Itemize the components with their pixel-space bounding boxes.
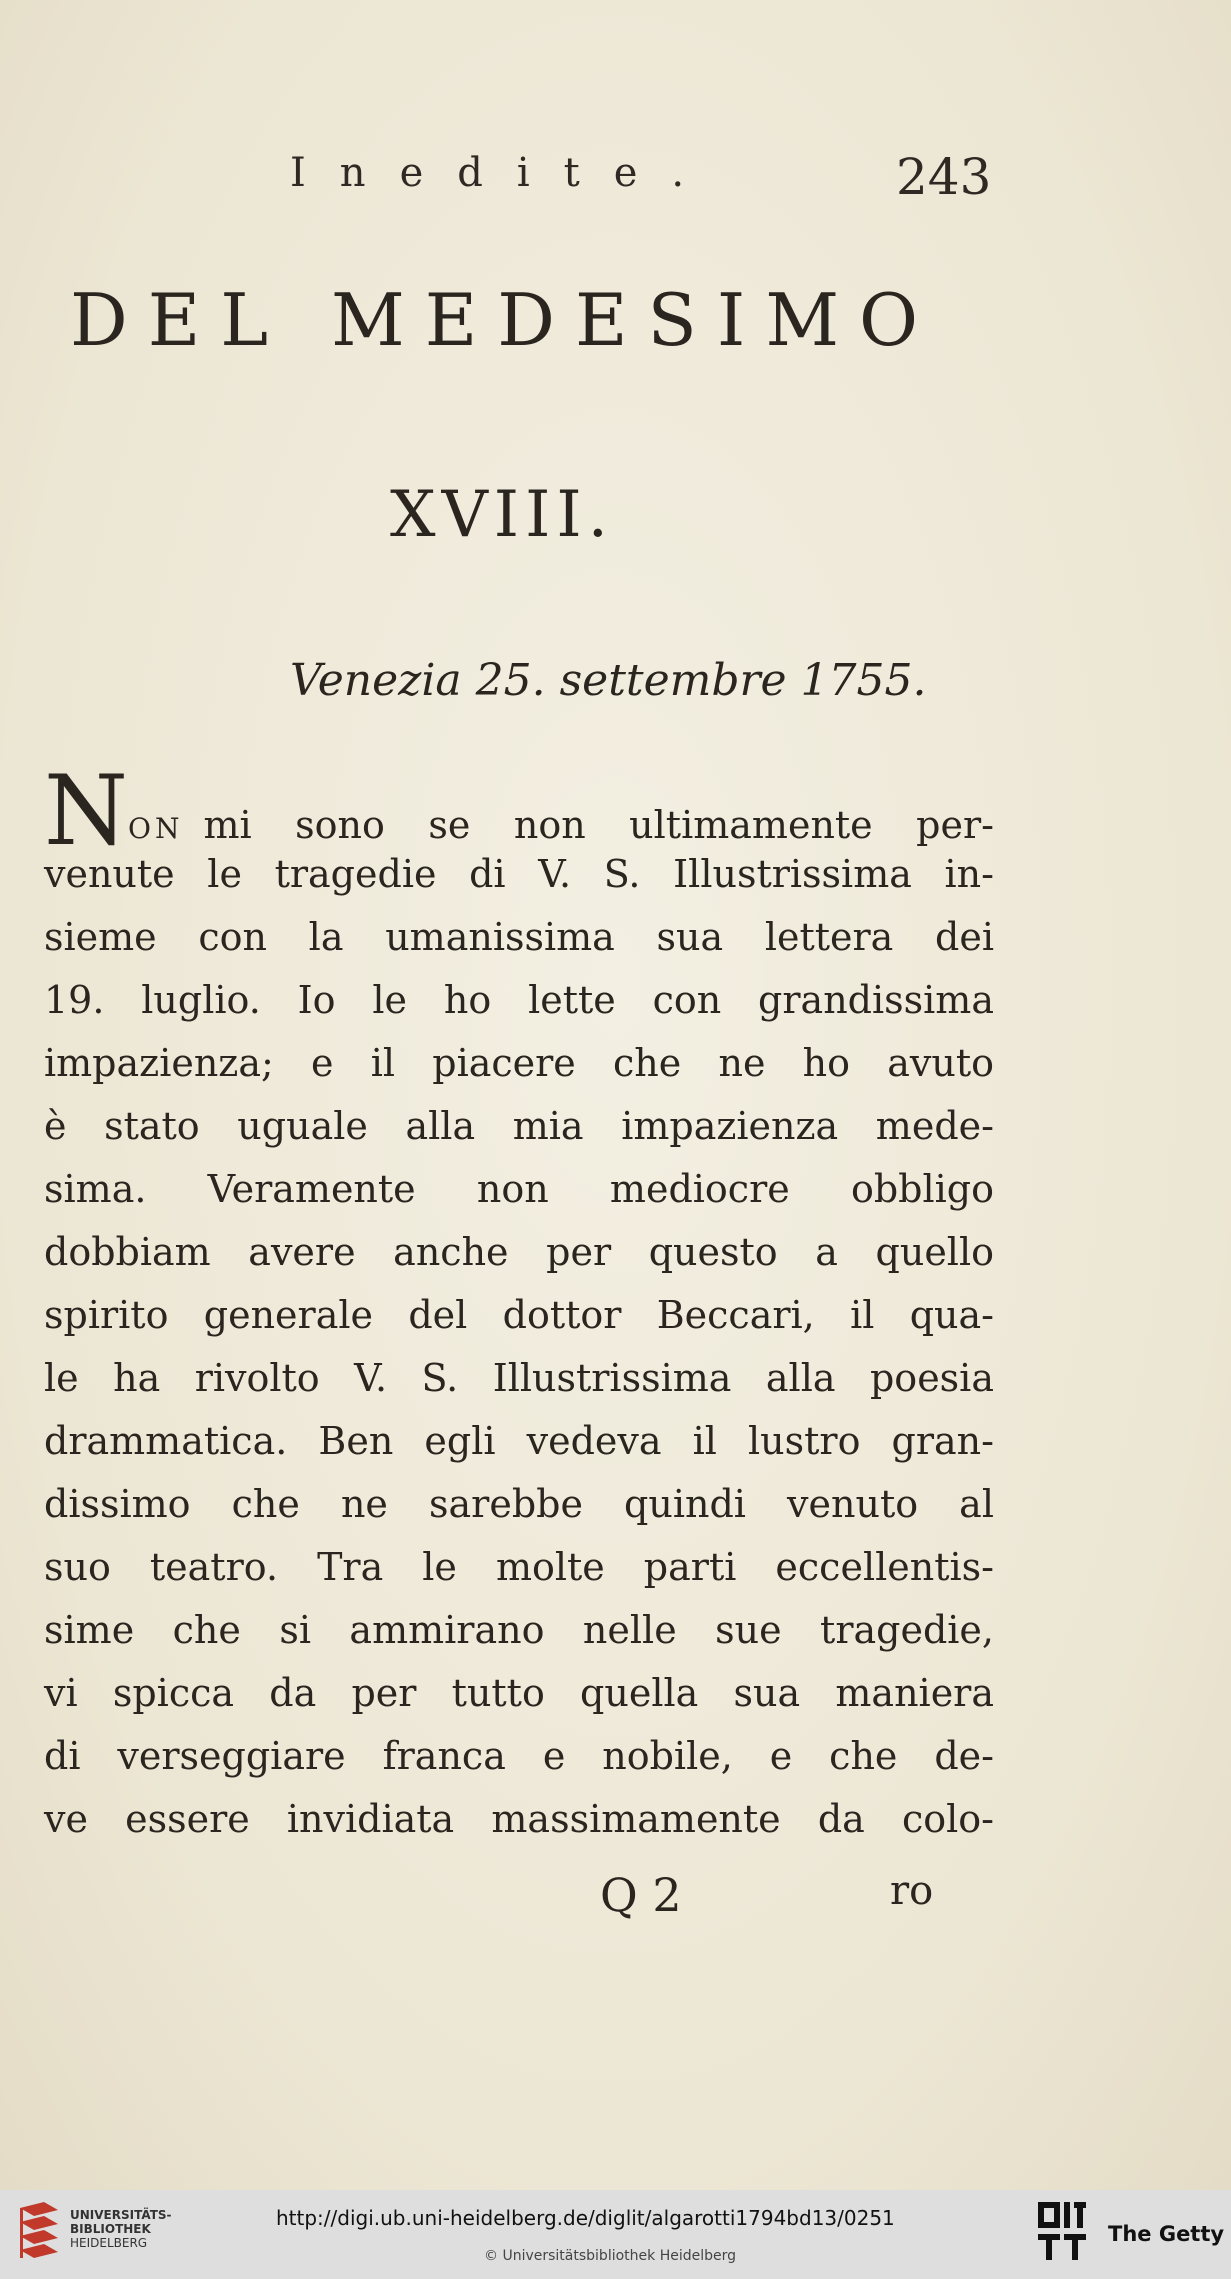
body-line [44, 755, 994, 867]
body-line: ve essere invidiata massimamente da colo- [44, 1797, 994, 1841]
copyright-notice: © Universitätsbibliothek Heidelberg [484, 2248, 737, 2264]
page-number: 243 [896, 148, 992, 206]
body-line: è stato uguale alla mia impazienza mede- [44, 1104, 994, 1148]
getty-logo-icon [1036, 2200, 1088, 2262]
body-line: sieme con la umanissima sua lettera dei [44, 915, 994, 959]
body-line: di verseggiare franca e nobile, e che de- [44, 1734, 994, 1778]
body-line: dissimo che ne sarebbe quindi venuto al [44, 1482, 994, 1526]
body-line: impazienza; e il piacere che ne ho avuto [44, 1041, 994, 1085]
body-line-text: mi sono se non ultimamente per- [203, 803, 994, 847]
body-line: suo teatro. Tra le molte parti eccellentis- [44, 1545, 994, 1589]
viewer-footer [0, 2190, 1231, 2279]
body-line: spirito generale del dottor Beccari, il qua- [44, 1293, 994, 1337]
letter-body [44, 755, 994, 1851]
signature-mark: Q 2 [600, 1868, 682, 1922]
section-title: DEL MEDESIMO [70, 278, 939, 362]
body-line: venute le tragedie di V. S. Illustrissima in- [44, 852, 994, 896]
body-line: sima. Veramente non mediocre obbligo [44, 1167, 994, 1211]
catchword: ro [890, 1868, 934, 1914]
body-line: 19. luglio. Io le ho lette con grandissima [44, 978, 994, 1022]
body-line: drammatica. Ben egli vedeva il lustro gran- [44, 1419, 994, 1463]
body-line: le ha rivolto V. S. Illustrissima alla poesia [44, 1356, 994, 1400]
permalink-url[interactable]: http://digi.ub.uni-heidelberg.de/diglit/algarotti1794bd13/0251 [276, 2206, 895, 2230]
university-library-logo-icon [14, 2200, 64, 2266]
small-caps-opening: ON [128, 812, 184, 845]
running-head: Inedite. [290, 150, 719, 196]
letter-number: XVIII. [390, 478, 614, 552]
library-name: UNIVERSITÄTS- BIBLIOTHEK HEIDELBERG [70, 2208, 172, 2250]
body-line: dobbiam avere anche per questo a quello [44, 1230, 994, 1274]
dateline: Venezia 25. settembre 1755. [290, 655, 927, 706]
sponsor-name: The Getty [1108, 2222, 1225, 2246]
drop-cap: N [44, 755, 128, 867]
body-line: sime che si ammirano nelle sue tragedie, [44, 1608, 994, 1652]
body-line: vi spicca da per tutto quella sua maniera [44, 1671, 994, 1715]
